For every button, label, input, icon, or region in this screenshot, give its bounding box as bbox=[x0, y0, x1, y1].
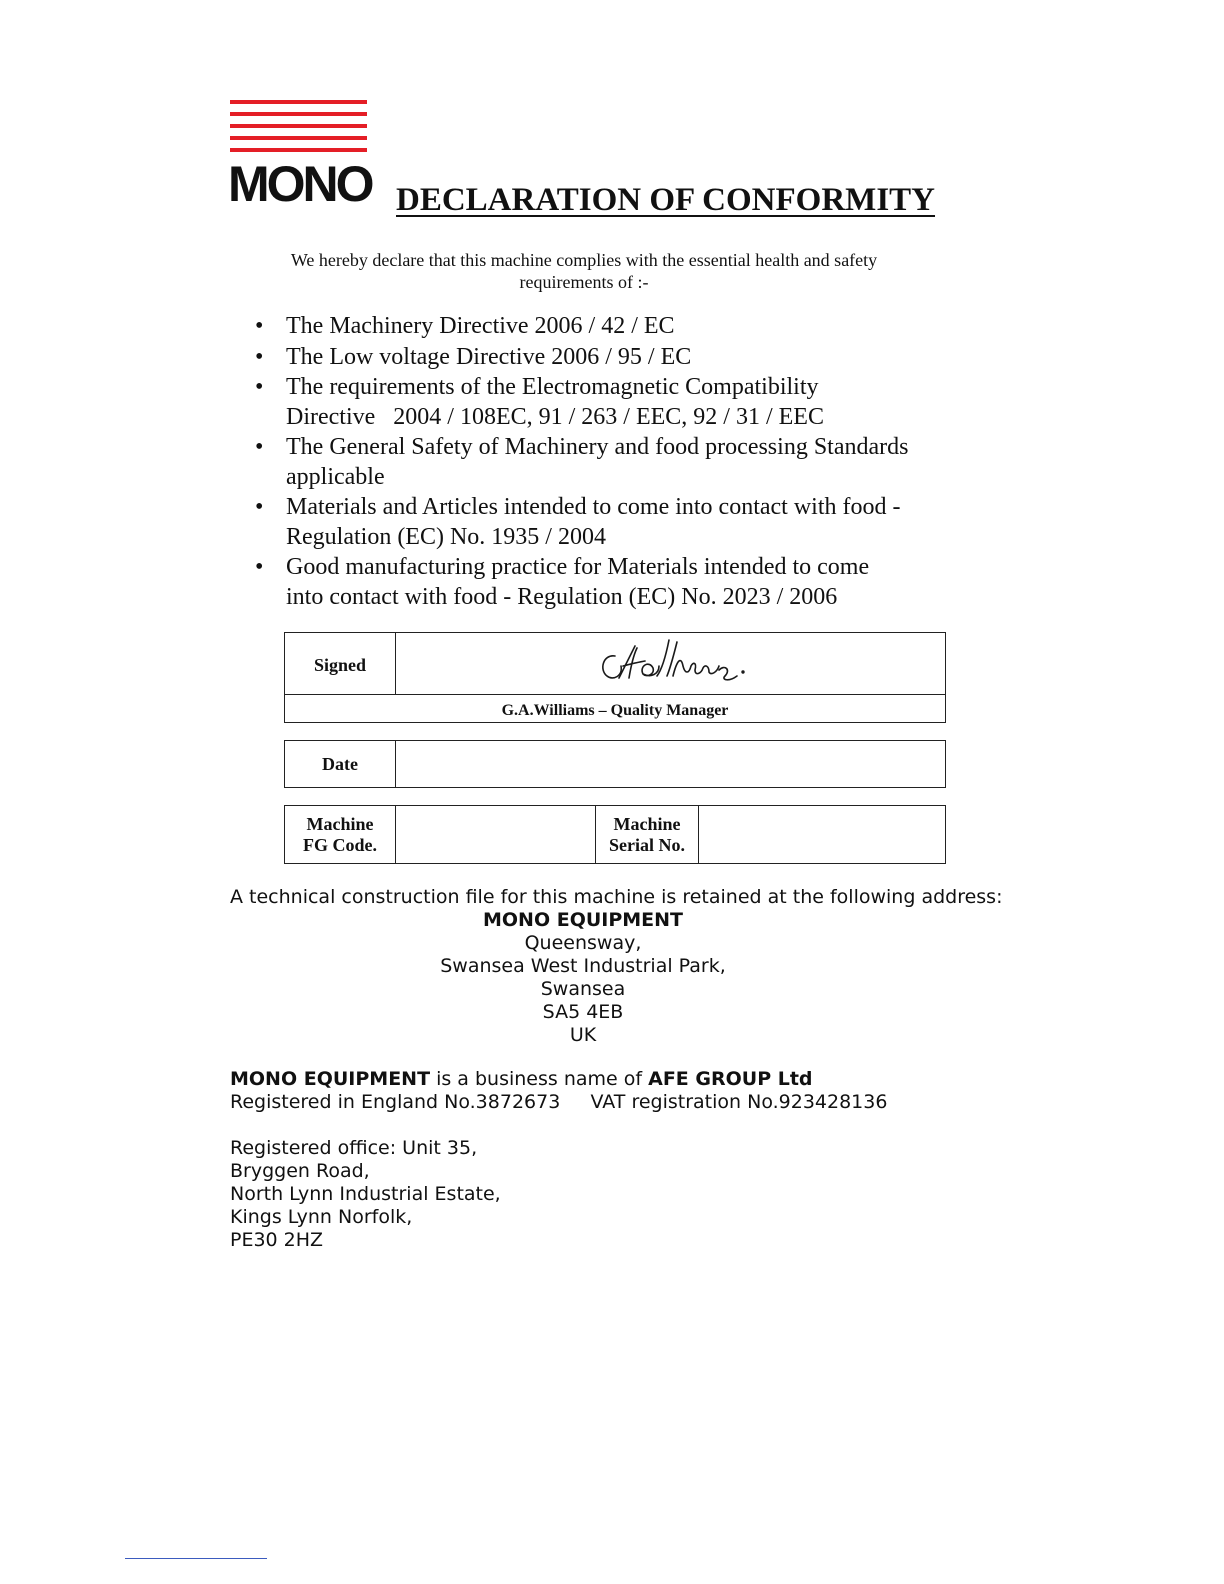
label-line: Serial No. bbox=[609, 835, 685, 855]
directive-item bbox=[255, 493, 955, 552]
divider bbox=[698, 806, 699, 863]
address-line: UK bbox=[569, 1024, 597, 1046]
logo-stripe bbox=[230, 136, 367, 140]
office-line: Bryggen Road, bbox=[230, 1160, 370, 1182]
office-line: Registered office: Unit 35, bbox=[230, 1137, 478, 1159]
fg-code-label bbox=[285, 814, 395, 856]
directive-item bbox=[255, 553, 955, 612]
company-name: MONO EQUIPMENT bbox=[482, 909, 684, 931]
address-line: Swansea West Industrial Park, bbox=[440, 955, 726, 977]
technical-file-address bbox=[383, 909, 783, 1047]
registration-line: Registered in England No.3872673 VAT registration No.923428136 bbox=[230, 1091, 888, 1113]
document-title: DECLARATION OF CONFORMITY bbox=[396, 182, 936, 218]
directive-text: into contact with food - Regulation (EC) No. 2023 / 2006 bbox=[286, 583, 838, 610]
date-box bbox=[284, 740, 946, 788]
group-name: AFE GROUP Ltd bbox=[648, 1068, 813, 1090]
directive-text: • Good manufacturing practice for Materials intended to come bbox=[286, 554, 870, 580]
address-line: Queensway, bbox=[524, 932, 642, 954]
label-line: Machine bbox=[306, 814, 374, 834]
logo-stripe bbox=[230, 148, 367, 152]
directive-text: • The requirements of the Electromagnetic Compatibility bbox=[286, 374, 819, 400]
address-line: SA5 4EB bbox=[542, 1001, 624, 1023]
label-line: Machine bbox=[613, 814, 681, 834]
declaration-intro bbox=[250, 249, 918, 293]
divider bbox=[285, 694, 945, 695]
logo-stripe bbox=[230, 124, 367, 128]
intro-line: We hereby declare that this machine complies with the essential health and safety bbox=[290, 250, 878, 270]
divider bbox=[395, 806, 396, 863]
business-info bbox=[230, 1068, 887, 1114]
directive-item bbox=[255, 373, 955, 432]
directive-text: Regulation (EC) No. 1935 / 2004 bbox=[286, 523, 606, 550]
directive-item bbox=[255, 312, 955, 342]
business-connector: is a business name of bbox=[430, 1068, 649, 1090]
business-name-line bbox=[230, 1068, 887, 1091]
serial-no-label bbox=[596, 814, 698, 856]
signed-label: Signed bbox=[313, 655, 367, 675]
directive-list bbox=[255, 312, 955, 613]
handwritten-signature bbox=[597, 636, 757, 688]
directive-text: • Materials and Articles intended to come into contact with food - bbox=[286, 494, 901, 520]
divider bbox=[395, 741, 396, 787]
directive-text: Directive 2004 / 108EC, 91 / 263 / EEC, 92 / 31 / EEC bbox=[286, 403, 824, 430]
label-line: FG Code. bbox=[303, 835, 377, 855]
office-line: Kings Lynn Norfolk, bbox=[230, 1206, 413, 1228]
mono-logo bbox=[228, 100, 372, 212]
logo-stripe bbox=[230, 112, 367, 116]
registered-office bbox=[230, 1137, 501, 1252]
office-line: PE30 2HZ bbox=[230, 1229, 324, 1251]
date-label: Date bbox=[322, 754, 358, 774]
technical-file-intro: A technical construction file for this machine is retained at the following address: bbox=[230, 886, 1003, 908]
business-name: MONO EQUIPMENT bbox=[230, 1068, 431, 1090]
machine-box bbox=[284, 805, 946, 864]
divider bbox=[395, 633, 396, 694]
directive-text: The Machinery Directive 2006 / 42 / EC bbox=[286, 313, 675, 339]
office-line: North Lynn Industrial Estate, bbox=[230, 1183, 501, 1205]
logo-stripe bbox=[230, 100, 367, 104]
directive-text: The Low voltage Directive 2006 / 95 / EC bbox=[286, 343, 692, 370]
directive-item bbox=[255, 433, 955, 492]
signatory-name: G.A.Williams – Quality Manager bbox=[501, 702, 729, 719]
intro-line: requirements of :- bbox=[519, 272, 649, 292]
footer-rule bbox=[125, 1558, 267, 1559]
directive-item bbox=[255, 343, 955, 373]
directive-text: applicable bbox=[286, 463, 385, 490]
logo-wordmark: MONO bbox=[228, 156, 372, 212]
directive-text: • The General Safety of Machinery and food processing Standards bbox=[286, 434, 909, 460]
address-line: Swansea bbox=[540, 978, 626, 1000]
